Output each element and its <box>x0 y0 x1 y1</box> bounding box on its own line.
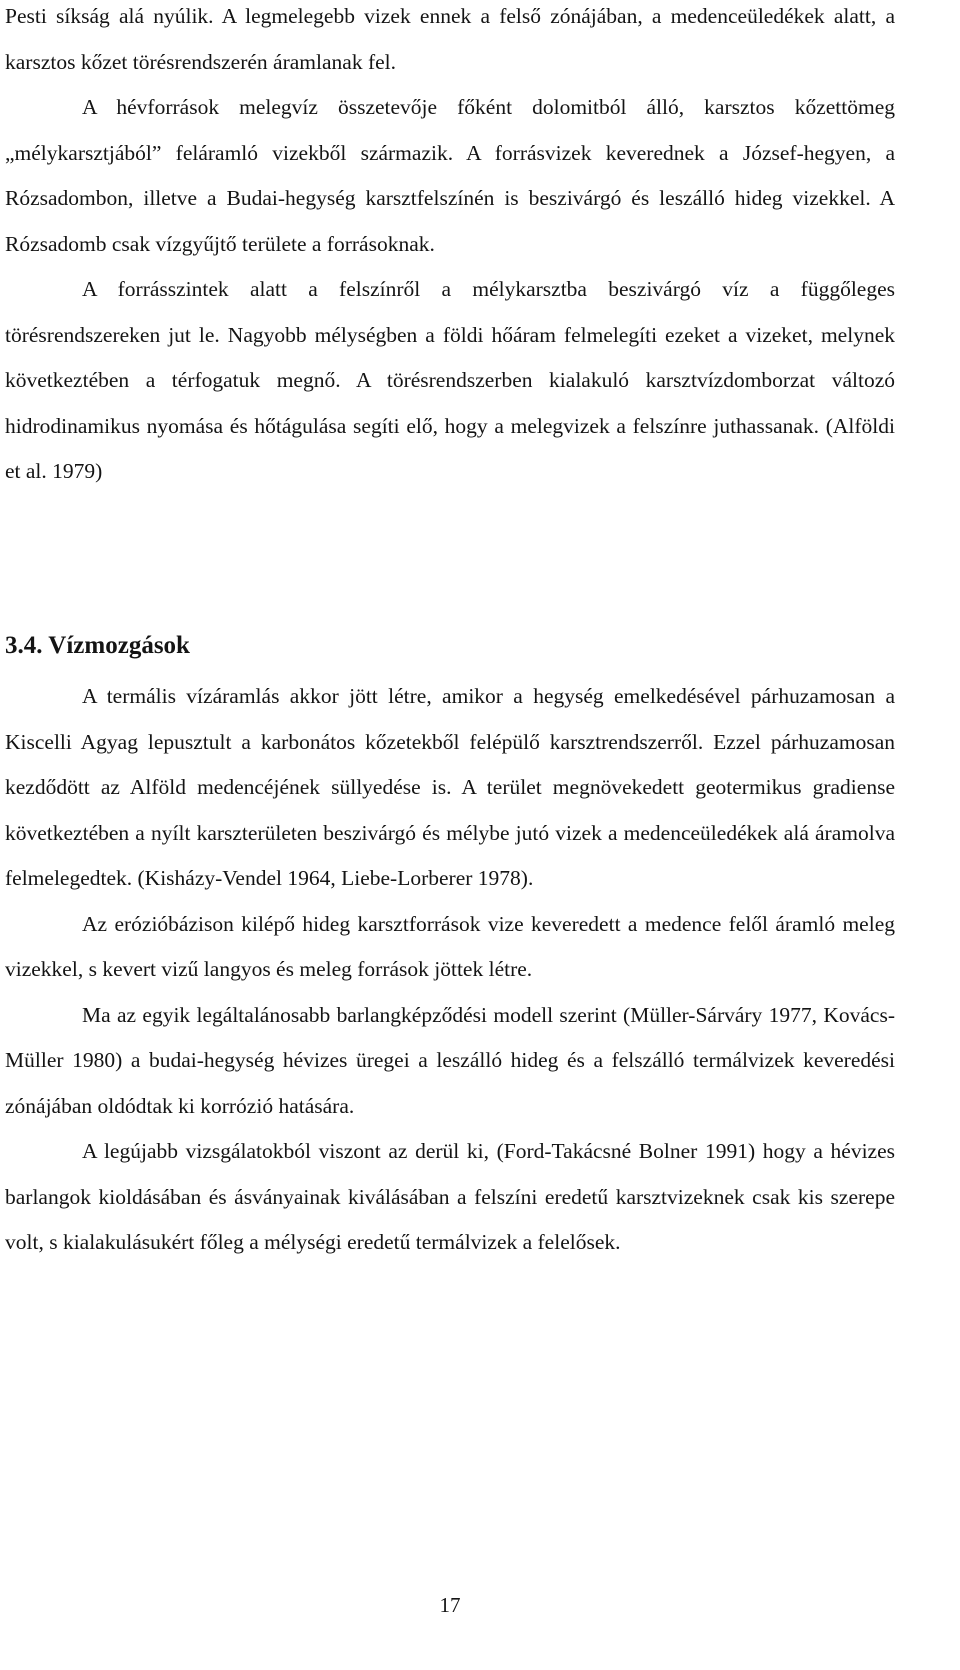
paragraph: A forrásszintek alatt a felszínről a mélykarsztba beszivárgó víz a függőleges törésrendszereken jut le. Nagyobb mélységben a földi hőáram felmelegíti ezeket a vizeket, melynek következtében a térfogatuk megnő. A törésrendszerben kialakuló karsztvízdomborzat változó hidrodinamikus nyomása és hőtágulása segíti elő, hogy a melegvizek a felszínre juthassanak. (Alföldi et al. 1979) <box>5 277 895 483</box>
body-text-bottom <box>5 674 895 1266</box>
paragraph: A termális vízáramlás akkor jött létre, amikor a hegység emelkedésével párhuzamosan a Kiscelli Agyag lepusztult a karbonátos kőzetekből felépülő karsztrendszerről. Ezzel párhuzamosan kezdődött az Alföld medencéjének süllyedése is. A terület megnövekedett geotermikus gradiense következtében a nyílt karszterületen beszivárgó és mélybe jutó vizek a medenceüledékek alá áramolva felmelegedtek. (Kisházy-Vendel 1964, Liebe-Lorberer 1978). <box>5 684 895 890</box>
paragraph: A hévforrások melegvíz összetevője főként dolomitból álló, karsztos kőzettömeg „mélykarsztjából” feláramló vizekből származik. A forrásvizek keverednek a József-hegyen, a Rózsadombon, illetve a Budai-hegység karsztfelszínén is beszivárgó és leszálló hideg vizekkel. A Rózsadomb csak vízgyűjtő területe a forrásoknak. <box>5 95 895 256</box>
page-number: 17 <box>439 1593 461 1617</box>
paragraph: Az erózióbázison kilépő hideg karsztforrások vize keveredett a medence felől áramló meleg vizekkel, s kevert vizű langyos és meleg források jöttek létre. <box>5 911 895 981</box>
paragraph: Ma az egyik legáltalánosabb barlangképződési modell szerint (Müller-Sárváry 1977, Kovács-Müller 1980) a budai-hegység hévizes üregei a leszálló hideg és a felszálló termálvizek keveredési zónájában oldódtak ki korrózió hatására. <box>5 1002 895 1118</box>
paragraph: A legújabb vizsgálatokból viszont az derül ki, (Ford-Takácsné Bolner 1991) hogy a hévizes barlangok kioldásában és ásványainak kiválásában a felszíni eredetű karsztvizeknek csak kis szerepe volt, s kialakulásukért főleg a mélységi eredetű termálvizek a felelősek. <box>5 1139 895 1254</box>
paragraph: Pesti síkság alá nyúlik. A legmelegebb vizek ennek a felső zónájában, a medenceüledékek alatt, a karsztos kőzet törésrendszerén áramlanak fel. <box>5 4 895 74</box>
section-heading: 3.4. Vízmozgások <box>5 632 190 659</box>
body-text-top <box>5 0 895 495</box>
